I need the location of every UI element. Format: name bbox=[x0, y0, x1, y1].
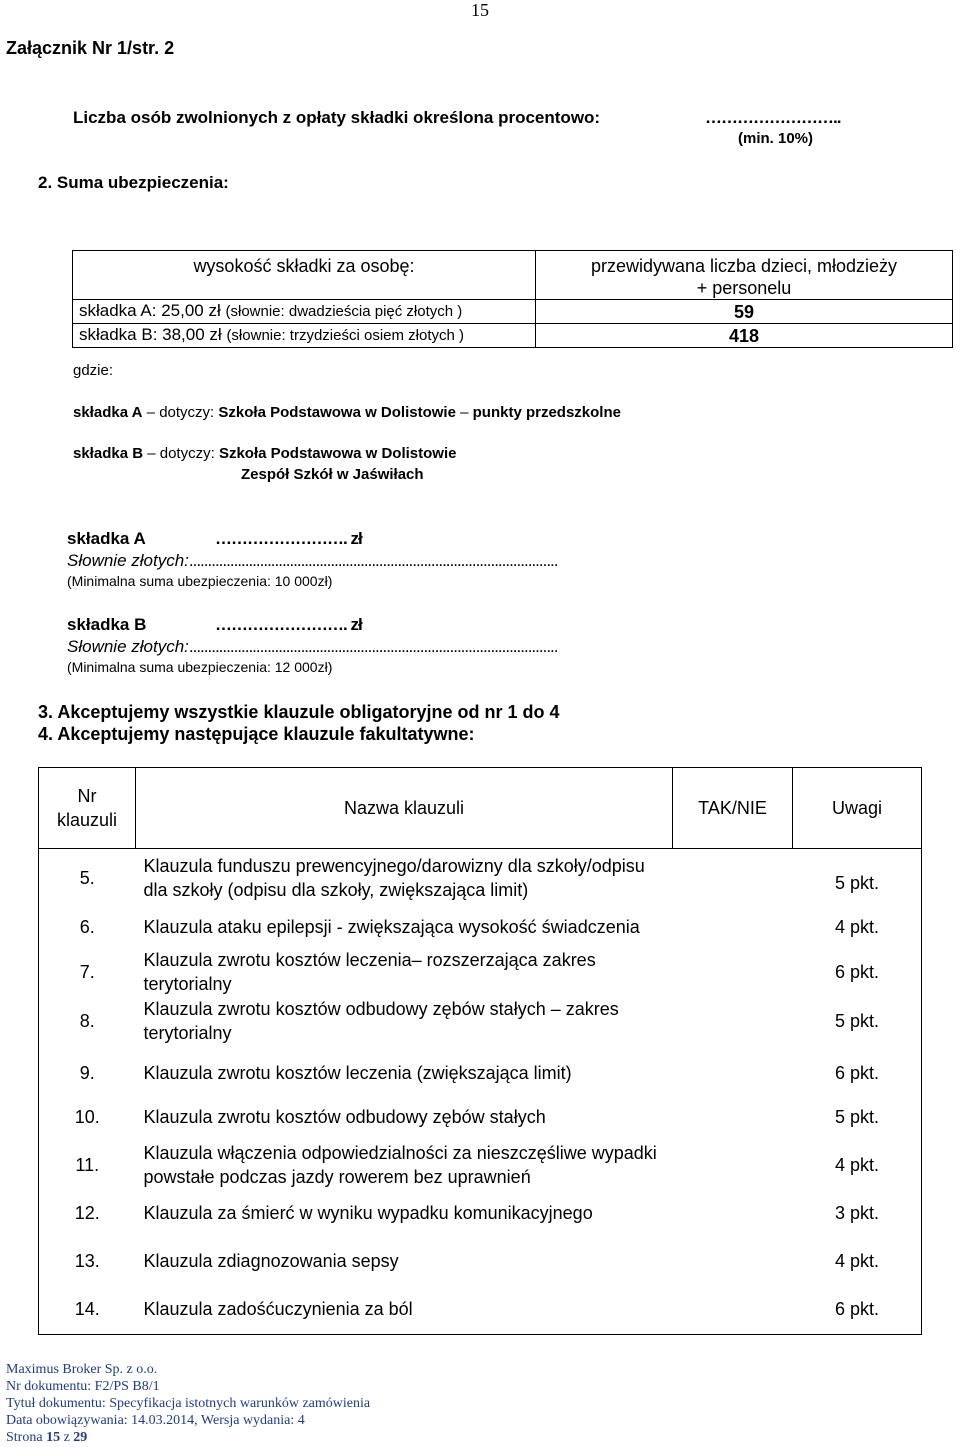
footer-date: Data obowiązywania: 14.03.2014, Wersja wydania: 4 bbox=[6, 1413, 305, 1428]
point-4: 4. Akceptujemy następujące klauzule fakultatywne: bbox=[38, 724, 475, 744]
clause-row bbox=[39, 1045, 922, 1093]
attachment-heading: Załącznik Nr 1/str. 2 bbox=[6, 38, 175, 58]
clause-nr: 7. bbox=[39, 947, 136, 997]
clause-nr: 8. bbox=[39, 997, 136, 1045]
sum-a-amount: ……………………. zł bbox=[215, 529, 362, 548]
sum-a-words: Słownie złotych:................................................................................................... bbox=[67, 551, 558, 570]
clause-nr: 12. bbox=[39, 1189, 136, 1237]
clause-row bbox=[39, 997, 922, 1045]
clause-name: Klauzula ataku epilepsji - zwiększająca wysokość świadczenia bbox=[143, 916, 640, 937]
clause-row bbox=[39, 907, 922, 947]
document-footer bbox=[6, 1361, 370, 1446]
clause-points: 4 pkt. bbox=[673, 1237, 922, 1285]
skladka-b-definition: składka B – dotyczy: Szkoła Podstawowa w Dolistowie bbox=[73, 445, 457, 462]
clause-name: Klauzula funduszu prewencyjnego/darowizny dla szkoły/odpisu dla szkoły (odpisu dla szkoły, zwiększająca limit) bbox=[143, 855, 645, 900]
clause-name: Klauzula zwrotu kosztów leczenia (zwiększająca limit) bbox=[143, 1062, 572, 1083]
exempt-label: Liczba osób zwolnionych z opłaty składki określona procentowo: bbox=[73, 108, 601, 127]
clause-name: Klauzula zwrotu kosztów odbudowy zębów stałych bbox=[143, 1106, 546, 1127]
clause-row bbox=[39, 947, 922, 997]
clause-points: 4 pkt. bbox=[673, 907, 922, 947]
clause-points: 5 pkt. bbox=[673, 997, 922, 1045]
footer-company: Maximus Broker Sp. z o.o. bbox=[6, 1362, 158, 1377]
clause-nr: 11. bbox=[39, 1141, 136, 1189]
clause-name: Klauzula włączenia odpowiedzialności za nieszczęśliwe wypadki powstałe podczas jazdy rowerem bez uprawnień bbox=[143, 1142, 657, 1187]
clause-row bbox=[39, 1093, 922, 1141]
sum-b-minimum: (Minimalna suma ubezpieczenia: 12 000zł) bbox=[67, 659, 333, 675]
clause-points: 3 pkt. bbox=[673, 1189, 922, 1237]
premium-cell-count: 59 bbox=[536, 300, 953, 324]
clauses-header-row bbox=[39, 768, 922, 849]
premium-header-rate: wysokość składki za osobę: bbox=[73, 251, 536, 300]
sum-b-words: Słownie złotych:................................................................................................... bbox=[67, 637, 558, 656]
premium-table bbox=[72, 250, 953, 348]
point-3: 3. Akceptujemy wszystkie klauzule obligatoryjne od nr 1 do 4 bbox=[38, 702, 560, 722]
clause-name: Klauzula zwrotu kosztów odbudowy zębów stałych – zakres terytorialny bbox=[143, 998, 619, 1043]
clause-name: Klauzula zadośćuczynienia za ból bbox=[136, 1285, 673, 1335]
clause-row bbox=[39, 849, 922, 907]
clause-name: Klauzula zdiagnozowania sepsy bbox=[143, 1250, 399, 1271]
clause-nr: 5. bbox=[39, 849, 136, 907]
footer-page: Strona 15 z 29 bbox=[6, 1430, 88, 1445]
clause-nr: 13. bbox=[39, 1237, 136, 1285]
footer-doc-title: Tytuł dokumentu: Specyfikacja istotnych warunków zamówienia bbox=[6, 1396, 371, 1411]
clause-name: Klauzula za śmierć w wyniku wypadku komunikacyjnego bbox=[143, 1202, 593, 1223]
footer-doc-number: Nr dokumentu: F2/PS B8/1 bbox=[6, 1379, 160, 1394]
clause-row bbox=[39, 1189, 922, 1237]
premium-row-b bbox=[73, 324, 953, 348]
exempt-dots: …………………….. bbox=[705, 108, 841, 127]
clause-points: 6 pkt. bbox=[673, 1285, 922, 1335]
premium-cell-label: składka A: 25,00 zł (słownie: dwadzieścia pięć złotych ) bbox=[73, 300, 536, 324]
clauses-table bbox=[38, 767, 922, 1335]
clause-row bbox=[39, 1237, 922, 1285]
gdzie-label: gdzie: bbox=[73, 362, 114, 379]
clause-name: Klauzula zwrotu kosztów leczenia– rozszerzająca zakres terytorialny bbox=[143, 949, 596, 994]
clause-nr: 6. bbox=[39, 907, 136, 947]
section-2-heading: 2. Suma ubezpieczenia: bbox=[38, 173, 229, 192]
premium-header-count: przewidywana liczba dzieci, młodzieży + personelu bbox=[536, 251, 953, 300]
clause-nr: 9. bbox=[39, 1045, 136, 1093]
clause-points: 5 pkt. bbox=[673, 1093, 922, 1141]
clause-points: 6 pkt. bbox=[673, 947, 922, 997]
clause-points: 4 pkt. bbox=[673, 1141, 922, 1189]
header-tak-nie: TAK/NIE bbox=[673, 768, 793, 849]
clause-row bbox=[39, 1285, 922, 1335]
clause-row bbox=[39, 1141, 922, 1189]
skladka-a-definition: składka A – dotyczy: Szkoła Podstawowa w Dolistowie – punkty przedszkolne bbox=[73, 404, 621, 421]
sum-b-label: składka B bbox=[67, 615, 147, 634]
clause-nr: 14. bbox=[39, 1285, 136, 1335]
premium-cell-count: 418 bbox=[536, 324, 953, 348]
exempt-min: (min. 10%) bbox=[738, 130, 814, 147]
sum-a-minimum: (Minimalna suma ubezpieczenia: 10 000zł) bbox=[67, 573, 333, 589]
skladka-b-definition-line2: Zespół Szkół w Jaświłach bbox=[241, 466, 424, 483]
sum-b-amount: ……………………. zł bbox=[215, 615, 362, 634]
sum-a-label: składka A bbox=[67, 529, 146, 548]
header-uwagi: Uwagi bbox=[793, 768, 922, 849]
clause-points: 5 pkt. bbox=[673, 849, 922, 907]
premium-cell-label: składka B: 38,00 zł (słownie: trzydzieści osiem złotych ) bbox=[73, 324, 536, 348]
header-name: Nazwa klauzuli bbox=[136, 768, 673, 849]
page-number: 15 bbox=[471, 0, 489, 20]
premium-row-a bbox=[73, 300, 953, 324]
clause-points: 6 pkt. bbox=[673, 1045, 922, 1093]
header-nr: Nr klauzuli bbox=[39, 768, 136, 849]
clause-nr: 10. bbox=[39, 1093, 136, 1141]
